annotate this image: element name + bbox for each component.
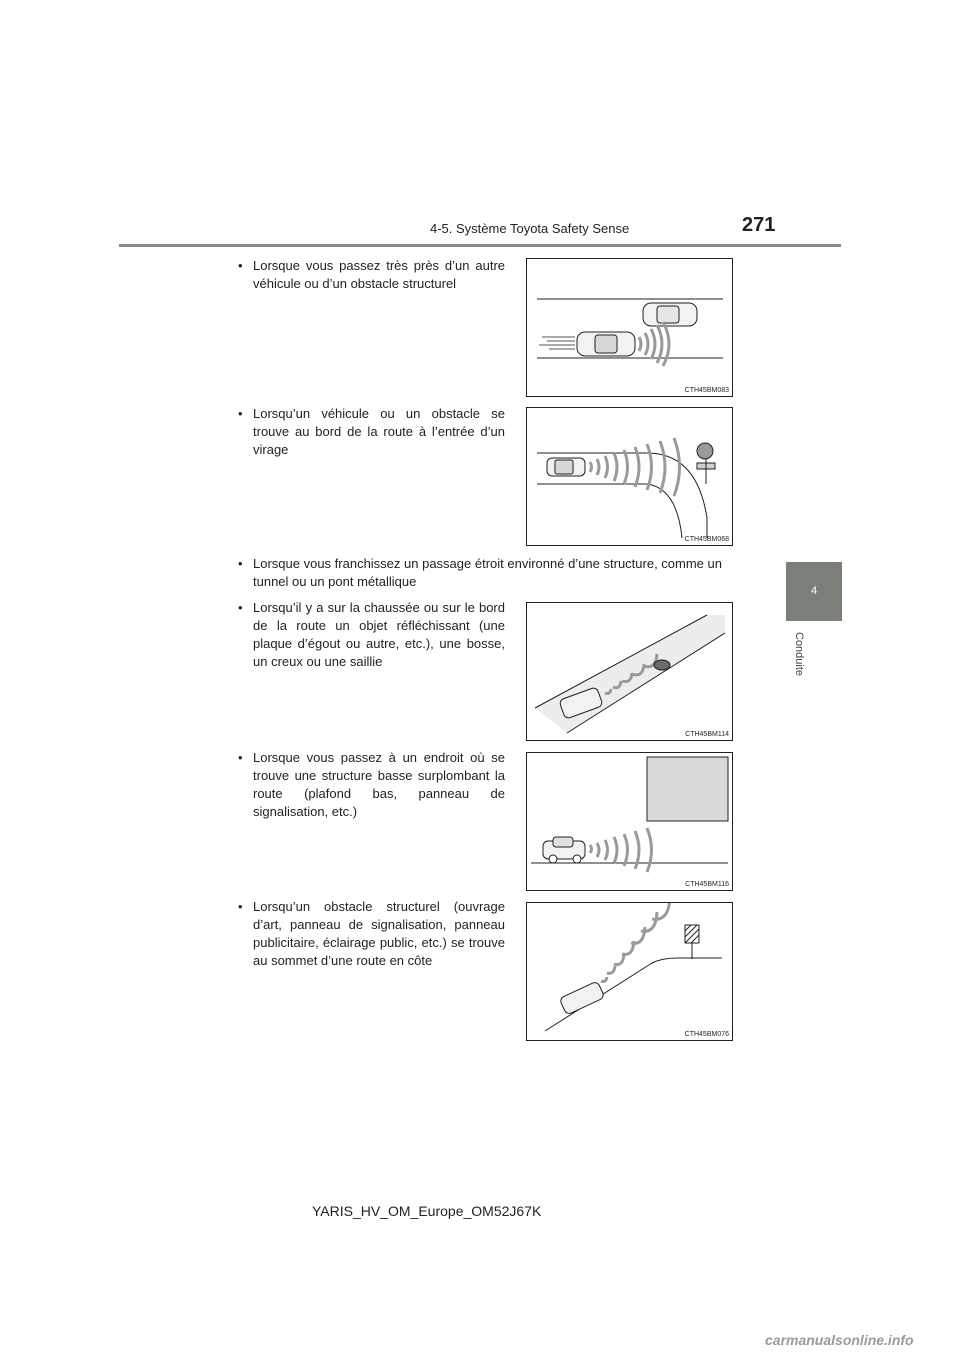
item-text: Lorsque vous passez très près d’un autre véhicule ou d’un obstacle structurel xyxy=(253,258,505,291)
figure xyxy=(526,407,733,546)
curve-obstacle-illustration xyxy=(527,408,732,545)
list-item xyxy=(238,599,505,675)
bullet: • xyxy=(238,556,243,571)
watermark: carmanualsonline.info xyxy=(765,1332,914,1348)
bullet: • xyxy=(238,899,243,914)
figure-code: CTH45BM076 xyxy=(684,1031,729,1038)
list-item xyxy=(238,257,505,297)
bullet: • xyxy=(238,258,243,273)
figure-code: CTH45BM114 xyxy=(685,731,729,738)
bullet: • xyxy=(238,406,243,421)
list-item xyxy=(238,898,505,974)
close-pass-illustration xyxy=(527,259,732,396)
bullet: • xyxy=(238,600,243,615)
document-id: YARIS_HV_OM_Europe_OM52J67K xyxy=(312,1203,542,1219)
figure xyxy=(526,258,733,397)
figure-code: CTH45BM068 xyxy=(684,536,729,543)
item-text: Lorsque vous franchissez un passage étroit environné d’une structure, comme un tunnel ou un pont métallique xyxy=(253,556,722,589)
list-item xyxy=(238,749,505,825)
chapter-label: Conduite xyxy=(793,632,805,677)
bullet: • xyxy=(238,750,243,765)
figure xyxy=(526,602,733,741)
hill-crest-illustration xyxy=(527,903,732,1040)
chapter-tab: 4 xyxy=(786,562,842,621)
figure xyxy=(526,752,733,891)
list-item xyxy=(238,405,505,463)
figure-code: CTH45BM116 xyxy=(685,881,729,888)
section-title: 4-5. Système Toyota Safety Sense xyxy=(430,221,630,236)
figure xyxy=(526,902,733,1041)
item-text: Lorsqu’un véhicule ou un obstacle se trouve au bord de la route à l’entrée d’un virage xyxy=(253,406,505,457)
figure-code: CTH45BM083 xyxy=(684,387,729,394)
item-text: Lorsque vous passez à un endroit où se trouve une structure basse surplombant la route (plafond bas, panneau de signalisation, etc.) xyxy=(253,750,505,819)
item-text: Lorsqu’il y a sur la chaussée ou sur le bord de la route un objet réfléchissant (une plaque d’égout ou autre, etc.), une bosse, un creux ou une saillie xyxy=(253,600,505,669)
overhead-structure-illustration xyxy=(527,753,732,890)
page-number: 271 xyxy=(742,214,776,236)
item-text: Lorsqu’un obstacle structurel (ouvrage d’art, panneau de signalisation, panneau publicitaire, éclairage public, etc.) se trouve au sommet d’une route en côte xyxy=(253,899,505,968)
list-item xyxy=(238,555,748,595)
header-rule xyxy=(119,244,841,247)
reflective-object-illustration xyxy=(527,603,732,740)
